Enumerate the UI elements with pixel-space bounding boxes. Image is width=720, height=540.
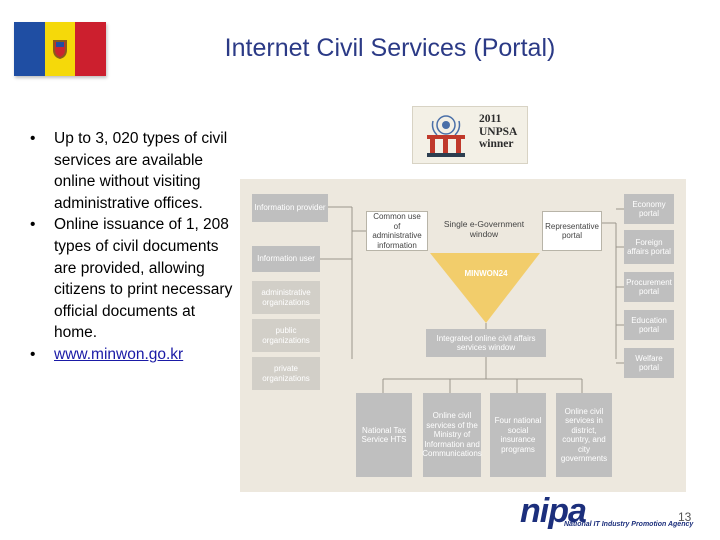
unpsa-award-badge [412, 106, 528, 164]
foreign-affairs-portal-box: Foreign affairs portal [624, 230, 674, 264]
integrated-window-box: Integrated online civil affairs services window [426, 329, 546, 357]
page-title: Internet Civil Services (Portal) [224, 34, 556, 62]
bullet-item: • Online issuance of 1, 208 types of civil documents are provided, allowing citizens to print necessary official documents at home. [28, 214, 238, 344]
district-services-box: Online civil services in district, country, and city governments [556, 393, 612, 477]
minwon24-label: MINWON24 [464, 269, 508, 278]
award-year: 2011 [479, 113, 502, 125]
ministry-services-box: Online civil services of the Ministry of Information and Communications [423, 393, 481, 477]
information-provider-box: Information provider [252, 194, 328, 222]
nipa-wordmark: nipa [520, 492, 586, 530]
economy-portal-box: Economy portal [624, 194, 674, 224]
information-user-box: Information user [252, 246, 320, 272]
single-egov-window-label: Single e-Government window [443, 219, 525, 239]
flag-yellow-stripe [45, 22, 76, 76]
portal-diagram [240, 179, 686, 492]
minwon24-funnel [430, 253, 540, 323]
representative-portal-box: Representative portal [542, 211, 602, 251]
national-tax-box: National Tax Service HTS [356, 393, 412, 477]
public-organizations-box: public organizations [252, 319, 320, 352]
nipa-subtitle: National IT Industry Promotion Agency [564, 521, 694, 528]
bullet-list [28, 128, 238, 366]
bullet-item [28, 344, 238, 366]
page-number: 13 [678, 510, 692, 524]
un-laurel-icon [417, 111, 475, 159]
flag-red-stripe [75, 22, 106, 76]
award-name: UNPSA [479, 125, 518, 138]
award-text [479, 113, 517, 151]
education-portal-box: Education portal [624, 310, 674, 340]
common-use-box: Common use of administrative information [366, 211, 428, 251]
private-organizations-box: private organizations [252, 357, 320, 390]
bullet-item: • Up to 3, 020 types of civil services are available online without visiting administrative offices. [28, 128, 238, 214]
social-insurance-box: Four national social insurance programs [490, 393, 546, 477]
administrative-organizations-box: administrative organizations [252, 281, 320, 314]
moldova-flag [14, 22, 106, 76]
welfare-portal-box: Welfare portal [624, 348, 674, 378]
procurement-portal-box: Procurement portal [624, 272, 674, 302]
flag-emblem-icon [51, 38, 69, 60]
award-label: winner [479, 138, 514, 150]
minwon-link[interactable]: www.minwon.go.kr [54, 345, 184, 363]
flag-blue-stripe [14, 22, 45, 76]
